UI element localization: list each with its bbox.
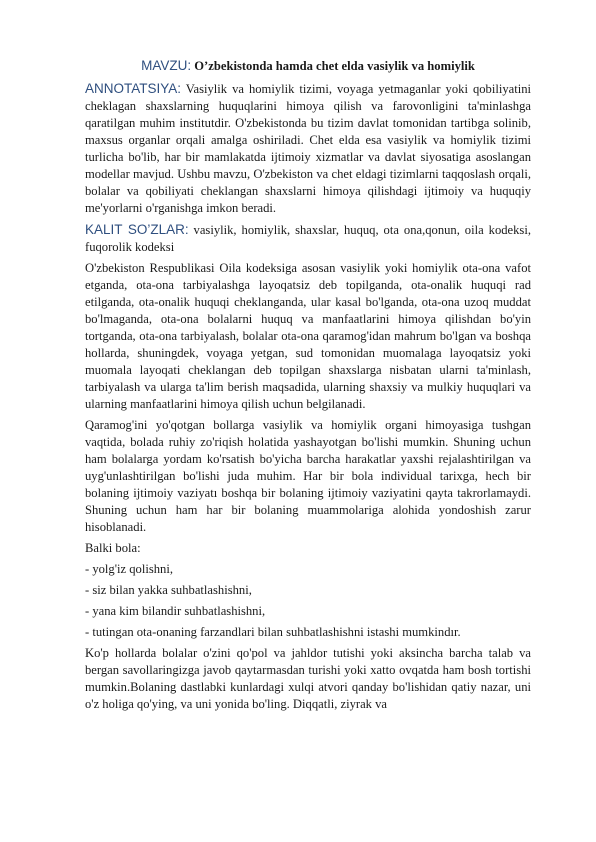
body-paragraph-final: Ko'p hollarda bolalar o'zini qo'pol va jahldor tutishi yoki aksincha barcha talab va bergan savollaringizga javob qaytarmasdan turishi yoki xatto ovqatda ham bosh tortishi mumkin.Bolaning dastlabki kunlardagi xulqi atvori qanday bo'lishidan qatiy nazar, uni o'z holiga qo'ying, va uni yonida bo'ling. Diqqatli, ziyrak va (85, 646, 531, 711)
list-item: - yolg'iz qolishni, (85, 562, 173, 576)
title-label: MAVZU: (141, 58, 192, 73)
document-page (85, 57, 531, 717)
page-title (85, 57, 531, 75)
list-item: - siz bilan yakka suhbatlashishni, (85, 583, 252, 597)
keywords-paragraph (85, 221, 531, 256)
list-item: - yana kim bilandir suhbatlashishni, (85, 604, 266, 618)
title-text: O’zbekistonda hamda chet elda vasiylik va homiylik (194, 59, 475, 73)
list-item: - tutingan ota-onaning farzandlari bilan suhbatlashishni istashi mumkindır. (85, 625, 461, 639)
keywords-label: KALIT SO’ZLAR: (85, 222, 189, 237)
annotation-label: ANNOTATSIYA: (85, 81, 182, 96)
body-paragraph-2: Qaramog'ini yo'qotgan bollarga vasiylik va homiylik organi himoyasiga tushgan vaqtida, bolada ruhiy zo'riqish holatida yashayotgan bo'lishi mumkin. Shuning uchun ham bolalarga yordam ko'rsatish bo'yicha barcha harakatlar yaxshi rejalashtirilgan va uyg'unlashtirilgan bo'lishi juda muhim. Har bir bola individual tarixga, hech bir bolaning ijtimoiy vaziyatı boshqa bir bolaning ijtimoiy vaziyatini qayta takrorlamaydi. Shuning uchun ham har bir bolaning muammolariga alohida yondoshish zarur hisoblanadi. (85, 418, 531, 534)
annotation-paragraph (85, 80, 531, 217)
body-paragraph-1: O'zbekiston Respublikasi Oila kodeksiga asosan vasiylik yoki homiylik ota-ona vafot etganda, ota-ona tarbiyalashga layoqatsiz deb topilganda, ota-onalik huquqi rad etilganda, ota-onalik huquqi cheklanganda, ular kasal bo'lganda, ota-ona uzoq muddat bo'lmaganda, ota-ona bolalarni huquq va manfaatlarini himoya qilishdan bo'yin tortganda, ota-ona tarbiyalash, bolalar ota-ona qaramog'idan mahrum bo'lgan va boshqa hollarda, shuningdek, voyaga yetgan, sud tomonidan muomalaga layoqatsiz yoki muomala layoqati cheklangan deb topilgan shaxslarga nisbatan ularni ta'minlash, tarbiyalash va ularga ta'lim berish maqsadida, ularning shaxsiy va mulkiy huquqlari va ularning manfaatlarini himoya qilish uchun belgilanadi. (85, 261, 531, 411)
keywords-text: vasiylik, homiylik, shaxslar, huquq, ota ona,qonun, oila kodeksi, fuqorolik kodeksi (85, 223, 531, 254)
annotation-text: Vasiylik va homiylik tizimi, voyaga yetmaganlar yoki qobiliyatini cheklagan shaxslarning huquqlarini himoya qilish va farovonligini ta'minlashga qaratilgan muhim institutdir. O'zbekistonda bu tizim davlat tomonidan tartibga solinib, maxsus organlar orqali amalga oshiriladi. Chet elda esa vasiylik va homiylik tizimi turlicha bo'lib, har bir mamlakatda ijtimoiy xizmatlar va davlat siyosatiga asoslangan modellar mavjud. Ushbu mavzu, O'zbekiston va chet eldagi tizimlarni taqqoslash orqali, bolalar va qobiliyati cheklangan shaxslarni himoya qilishdagi ijtimoiy va huquqiy me'yorlarni o'rganishga imkon beradi. (85, 82, 532, 215)
list-intro: Balki bola: (85, 541, 141, 555)
